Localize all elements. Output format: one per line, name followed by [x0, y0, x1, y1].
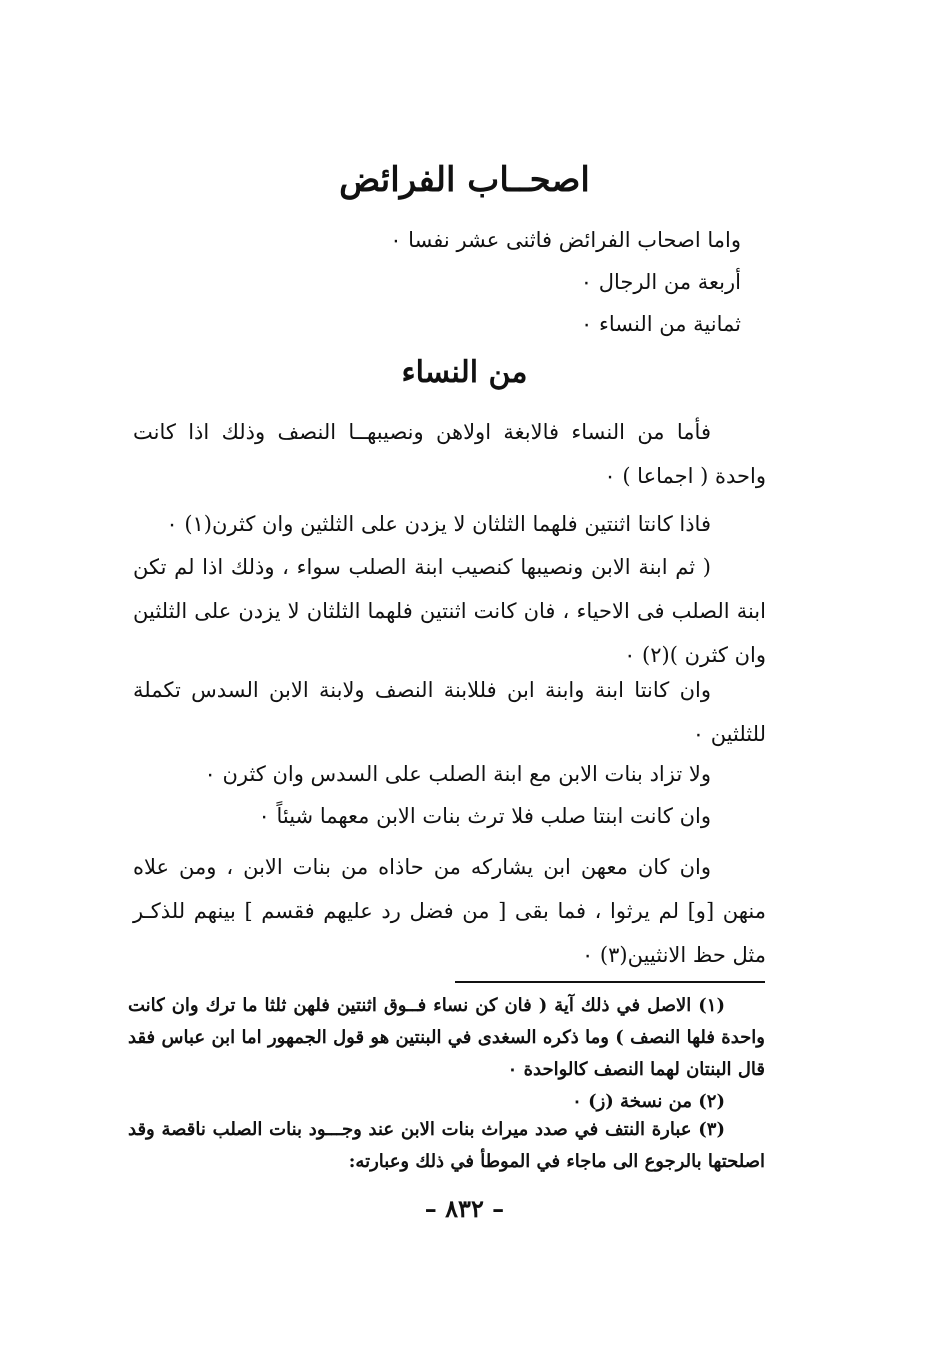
- paragraph-7-text: وان كان معهن ابن يشاركه من حاذاه من بنات الابن ، ومن علاه منهن [و] لم يرثوا ، فما بقى [ من فضل رد عليهم فقسم ] بينهم للذكـر مثل حظ الانثيين(٣) ٠: [133, 855, 766, 967]
- paragraph-4: [133, 668, 766, 756]
- page-heading: اصحــاب الفرائض: [339, 160, 590, 200]
- footnote-3-text: (٣) عبارة النتف في صدد ميراث بنات الابن عند وجـــود بنات الصلب ناقصة وقد اصلحتها بالرجوع الى ماجاء في الموطأ في ذلك وعبارته:: [128, 1119, 765, 1172]
- paragraph-7: [133, 845, 766, 977]
- footnote-2-text: (٢) من نسخة (ز) ٠: [572, 1091, 725, 1112]
- paragraph-2-text: فاذا كانتا اثنتين فلهما الثلثان لا يزدن على الثلثين وان كثرن(١) ٠: [166, 512, 711, 536]
- intro-line-2: أربعة من الرجال ٠: [580, 270, 741, 294]
- paragraph-4-text: وان كانتا ابنة وابنة ابن فللابنة النصف ولابنة الابن السدس تكملة للثلثين ٠: [133, 678, 766, 746]
- paragraph-6: [133, 794, 766, 838]
- paragraph-2: [133, 502, 766, 546]
- paragraph-1-text: فأما من النساء فالابغة اولاهن ونصيبهــا النصف وذلك اذا كانت واحدة ( اجماعا ) ٠: [133, 420, 766, 488]
- footnote-3: [128, 1114, 765, 1178]
- intro-line-3: ثمانية من النساء ٠: [581, 312, 741, 336]
- footnote-1: [128, 990, 765, 1086]
- paragraph-3-text: ( ثم ابنة الابن ونصيبها كنصيب ابنة الصلب سواء ، وذلك اذا لم تكن ابنة الصلب فى الاحياء ، فان كانت اثنتين فلهما الثلثان لا يزدن على الثلثين وان كثرن )(٢) ٠: [133, 555, 766, 667]
- page-number: – ٨٣٢ –: [424, 1194, 505, 1223]
- footnote-1-text: (١) الاصل في ذلك آية ( فان كن نساء فــوق اثنتين فلهن ثلثا ما ترك وان كانت واحدة فلها النصف ) وما ذكره السغدى في البنتين هو قول الجمهور اما ابن عباس فقد قال البنتان لهما النصف كالواحدة ٠: [128, 995, 765, 1080]
- paragraph-6-text: وان كانت ابنتا صلب فلا ترث بنات الابن معهما شيئاً ٠: [258, 804, 711, 828]
- footnote-separator: [455, 981, 765, 983]
- intro-line-1: واما اصحاب الفرائض فاثنى عشر نفسا ٠: [390, 228, 741, 252]
- paragraph-3: [133, 545, 766, 677]
- paragraph-5: [133, 752, 766, 796]
- paragraph-1: [133, 410, 766, 498]
- paragraph-5-text: ولا تزاد بنات الابن مع ابنة الصلب على السدس وان كثرن ٠: [204, 762, 711, 786]
- section-heading: من النساء: [401, 355, 528, 390]
